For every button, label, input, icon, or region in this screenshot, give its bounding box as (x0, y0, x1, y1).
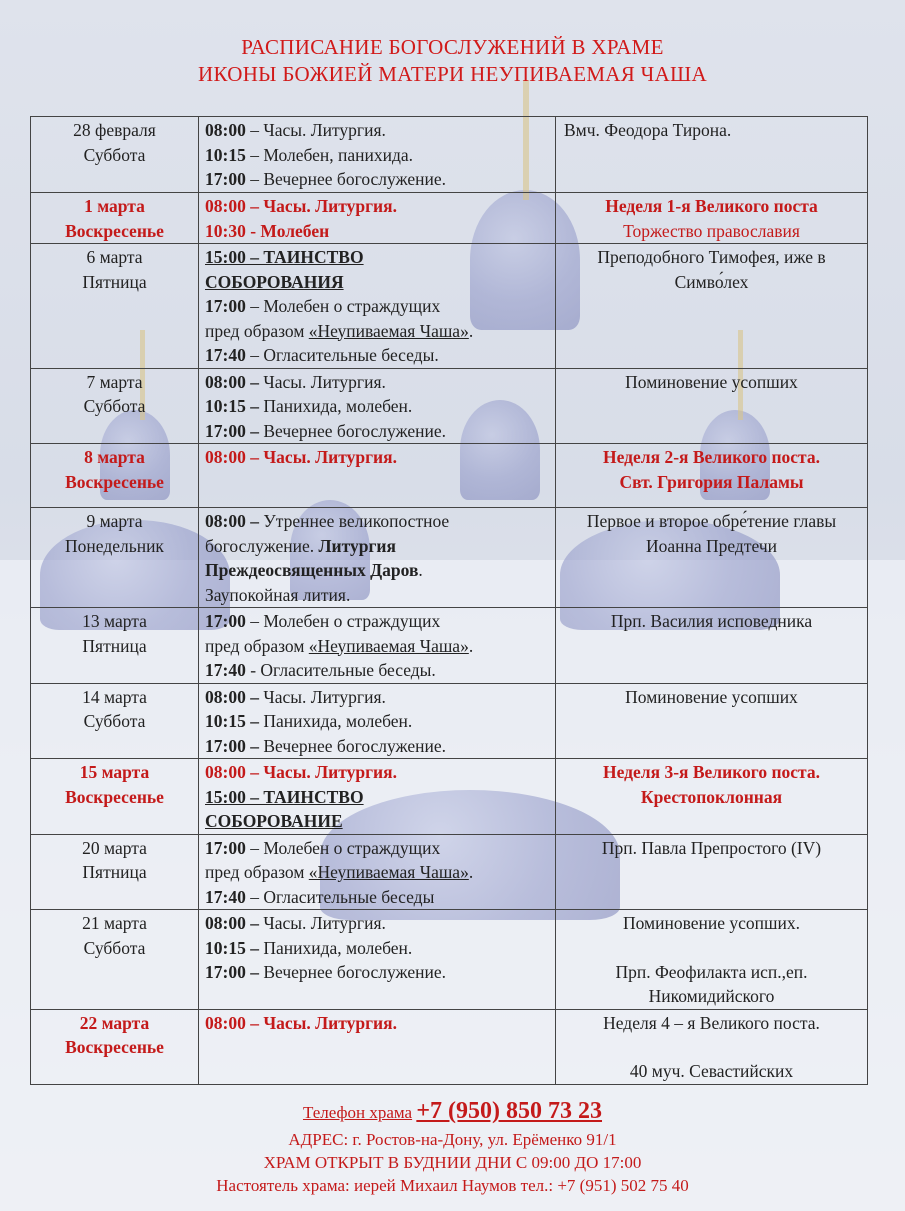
date: 1 марта (84, 196, 145, 216)
date: 9 марта (86, 511, 143, 531)
table-row (31, 834, 868, 910)
weekday: Суббота (83, 711, 146, 731)
service-text: Утреннее великопостное (258, 511, 450, 531)
service-text: . (468, 635, 474, 656)
feast: Прп. Павла Препростого (IV) (601, 837, 822, 858)
phone-line (0, 1098, 905, 1125)
weekday: Воскресенье (65, 220, 164, 241)
service-sacrament: 15:00 – ТАИНСТВО (205, 247, 364, 267)
service-text: 08:00 – Часы. Литургия. (205, 1012, 397, 1033)
feast: Преподобного Тимофея, иже в Симво́лех (597, 247, 826, 292)
service-liturgy: Преждеосвященных Даров (205, 560, 419, 580)
service-time: 17:00 (205, 169, 246, 189)
service-text: богослужение. (205, 535, 319, 556)
table-row (31, 444, 868, 508)
feast: Поминовение усопших (625, 686, 798, 707)
icon-name: «Неупиваемая Чаша» (308, 635, 469, 656)
service-time: 17:00 (205, 296, 246, 316)
service-time: 10:15 – (205, 711, 259, 731)
service-text: Панихида, молебен. (258, 396, 413, 416)
service-text: – Часы. Литургия. (245, 120, 386, 140)
service-text: 08:00 – Часы. Литургия. (205, 762, 397, 782)
service-text: – Огласительные беседы. (245, 345, 439, 365)
service-sacrament: СОБОРОВАНИЕ (205, 811, 343, 831)
feast: Неделя 4 – я Великого поста. (603, 1012, 820, 1033)
feast: Неделя 1-я Великого поста (605, 196, 818, 216)
service-text: Заупокойная лития. (205, 584, 351, 605)
table-row (31, 910, 868, 1010)
service-time: 17:00 – (205, 735, 259, 756)
feast: Первое и второе обре́тение главы Иоанна Предтечи (586, 511, 837, 556)
service-time: 17:00 (205, 611, 246, 631)
icon-name: «Неупиваемая Чаша» (308, 320, 469, 341)
service-text: пред образом (205, 635, 309, 656)
weekday: Воскресенье (65, 786, 164, 807)
phone-number[interactable]: +7 (950) 850 73 23 (416, 1098, 603, 1124)
weekday: Суббота (83, 144, 146, 165)
service-text: – Молебен о страждущих (245, 296, 441, 316)
date: 15 марта (79, 762, 150, 782)
service-text: Панихида, молебен. (258, 711, 413, 731)
feast: Поминовение усопших. (622, 913, 800, 933)
title-line-1: РАСПИСАНИЕ БОГОСЛУЖЕНИЙ В ХРАМЕ (241, 35, 664, 59)
service-text: – Вечернее богослужение. (245, 169, 447, 189)
weekday: Суббота (83, 937, 146, 958)
service-text: Часы. Литургия. (258, 913, 386, 933)
service-text: Вечернее богослужение. (258, 420, 447, 441)
table-row (31, 117, 868, 193)
feast-sub: 40 муч. Севастийских (629, 1061, 794, 1081)
service-text: . (468, 320, 474, 341)
service-time: 10:15 (205, 144, 246, 165)
date: 20 марта (82, 837, 147, 858)
service-text: пред образом (205, 862, 309, 882)
feast: Вмч. Феодора Тирона. (564, 120, 732, 140)
date: 8 марта (84, 447, 145, 467)
feast: Неделя 2-я Великого поста. (603, 447, 820, 467)
service-text: Вечернее богослужение. (258, 962, 447, 982)
service-time: 08:00 (205, 120, 246, 140)
service-time: 10:15 – (205, 937, 259, 958)
service-liturgy: Литургия (318, 535, 396, 556)
phone-label: Телефон храма (302, 1103, 413, 1122)
service-time: 10:15 – (205, 396, 259, 416)
service-text: – Молебен о страждущих (245, 837, 441, 858)
service-time: 08:00 – (205, 913, 259, 933)
service-time: 08:00 – (205, 371, 259, 392)
service-text: 10:30 - Молебен (205, 220, 330, 241)
date: 21 марта (82, 913, 147, 933)
feast-sub: Свт. Григория Паламы (619, 471, 804, 492)
feast-sub: Никомидийского (648, 986, 775, 1006)
service-sacrament: 15:00 – ТАИНСТВО (205, 786, 364, 807)
title-line-2: ИКОНЫ БОЖИЕЙ МАТЕРИ НЕУПИВАЕМАЯ ЧАША (198, 62, 707, 86)
weekday: Воскресенье (65, 1037, 164, 1057)
table-row (31, 683, 868, 759)
feast: Неделя 3-я Великого поста. (603, 762, 820, 782)
feast-sub: Крестопоклонная (640, 786, 783, 807)
weekday: Пятница (82, 862, 147, 882)
service-time: 17:40 (205, 886, 246, 907)
service-time: 17:00 (205, 837, 246, 858)
weekday: Пятница (82, 635, 147, 656)
service-text: Часы. Литургия. (258, 371, 386, 392)
address: АДРЕС: г. Ростов-на-Дону, ул. Ерёменко 91/1 (288, 1130, 617, 1149)
service-time: 17:00 – (205, 962, 259, 982)
table-row (31, 759, 868, 835)
table-row (31, 193, 868, 244)
table-row (31, 608, 868, 684)
weekday: Суббота (83, 396, 146, 416)
feast: Поминовение усопших (625, 371, 798, 392)
feast-sub: Прп. Феофилакта исп.,еп. (615, 961, 808, 982)
date: 14 марта (82, 686, 147, 707)
table-row (31, 1009, 868, 1084)
feast-sub: Торжество православия (623, 220, 800, 241)
service-text: – Молебен о страждущих (245, 611, 441, 631)
service-time: 08:00 – (205, 686, 259, 707)
weekday: Пятница (82, 271, 147, 292)
service-text: – Молебен, панихида. (245, 144, 414, 165)
opening-hours: ХРАМ ОТКРЫТ В БУДНИИ ДНИ С 09:00 ДО 17:00 (263, 1153, 642, 1172)
table-row (31, 244, 868, 369)
rector-contact: Настоятель храма: иерей Михаил Наумов тел.: +7 (951) 502 75 40 (216, 1176, 689, 1195)
service-text: Панихида, молебен. (258, 937, 413, 958)
schedule-table (30, 116, 868, 1085)
page-title (0, 34, 905, 88)
service-text: - Огласительные беседы. (245, 660, 436, 680)
weekday: Понедельник (65, 535, 164, 556)
weekday: Воскресенье (65, 471, 164, 492)
service-text: – Огласительные беседы (245, 886, 435, 907)
service-text: 08:00 – Часы. Литургия. (205, 447, 397, 467)
date: 22 марта (79, 1012, 150, 1033)
service-time: 17:40 (205, 660, 246, 680)
service-text: Вечернее богослужение. (258, 735, 447, 756)
feast: Прп. Василия исповедника (610, 611, 813, 631)
service-text: . (468, 862, 474, 882)
service-time: 17:40 (205, 345, 246, 365)
icon-name: «Неупиваемая Чаша» (308, 862, 469, 882)
service-time: 17:00 – (205, 420, 259, 441)
service-text: Часы. Литургия. (258, 686, 386, 707)
table-row (31, 368, 868, 444)
service-sacrament: СОБОРОВАНИЯ (205, 271, 344, 292)
service-text: пред образом (205, 320, 309, 341)
date: 28 февраля (73, 120, 156, 140)
date: 6 марта (86, 247, 143, 267)
date: 13 марта (82, 611, 147, 631)
service-time: 08:00 – (205, 511, 259, 531)
date: 7 марта (86, 371, 143, 392)
table-row: 9 марта Понедельник 08:00 – Утреннее великопостное богослужение. Литургия Преждеосвященных Даров. Заупокойная лития. Первое и второе обре́тение главы Иоанна Предтечи (31, 508, 868, 608)
service-text: 08:00 – Часы. Литургия. (205, 196, 397, 216)
